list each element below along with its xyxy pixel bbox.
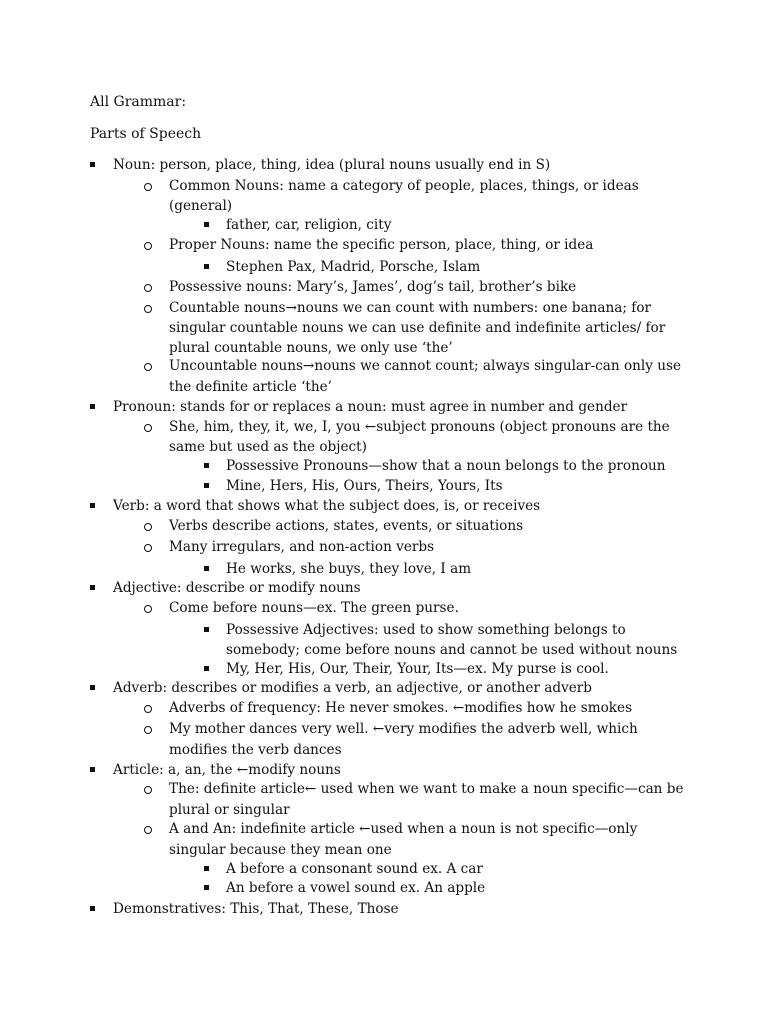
outline-line: Common Nouns: name a category of people, places, things, or ideas <box>169 178 639 194</box>
outline-line: Stephen Pax, Madrid, Porsche, Islam <box>226 259 481 275</box>
outline-line: plural countable nouns, we only use ‘the’ <box>169 340 453 356</box>
outline-line: Possessive Adjectives: used to show something belongs to <box>226 622 626 638</box>
outline-line: Verbs describe actions, states, events, or situations <box>169 518 524 534</box>
outline-line: Proper Nouns: name the specific person, place, thing, or idea <box>169 237 594 253</box>
outline-line: modifies the verb dances <box>169 742 342 758</box>
outline-line: Many irregulars, and non-action verbs <box>169 539 435 555</box>
outline-line: Noun: person, place, thing, idea (plural nouns usually end in S) <box>113 157 551 173</box>
outline-line: same but used as the object) <box>169 439 367 455</box>
outline-line: A and An: indefinite article ←used when a noun is not specific—only <box>169 821 638 837</box>
outline-line: Adverb: describes or modifies a verb, an adjective, or another adverb <box>113 680 592 696</box>
outline-line: Uncountable nouns→nouns we cannot count; always singular-can only use <box>169 358 682 374</box>
outline-line: An before a vowel sound ex. An apple <box>226 880 486 896</box>
outline-line: Verb: a word that shows what the subject does, is, or receives <box>113 498 541 514</box>
outline-line: Countable nouns→nouns we can count with numbers: one banana; for <box>169 300 652 316</box>
document-title: All Grammar: <box>90 94 187 110</box>
outline-line: He works, she buys, they love, I am <box>226 561 472 577</box>
section-heading: Parts of Speech <box>90 126 202 142</box>
outline-line: Adverbs of frequency: He never smokes. ←modifies how he smokes <box>169 700 633 716</box>
outline-line: Possessive Pronouns—show that a noun belongs to the pronoun <box>226 458 666 474</box>
outline-line: Demonstratives: This, That, These, Those <box>113 901 399 917</box>
outline-line: Pronoun: stands for or replaces a noun: must agree in number and gender <box>113 399 628 415</box>
outline-line: The: definite article← used when we want to make a noun specific—can be <box>169 781 684 797</box>
outline-line: father, car, religion, city <box>226 217 392 233</box>
outline-line: Come before nouns—ex. The green purse. <box>169 600 459 616</box>
outline-line: the definite article ‘the’ <box>169 379 332 395</box>
outline-line: singular countable nouns we can use definite and indefinite articles/ for <box>169 320 666 336</box>
outline-line: plural or singular <box>169 802 290 818</box>
outline-line: She, him, they, it, we, I, you ←subject pronouns (object pronouns are the <box>169 419 670 435</box>
outline-line: Article: a, an, the ←modify nouns <box>113 762 341 778</box>
outline-line: My, Her, His, Our, Their, Your, Its—ex. My purse is cool. <box>226 661 609 677</box>
outline-line: Possessive nouns: Mary’s, James’, dog’s tail, brother’s bike <box>169 279 577 295</box>
outline-line: A before a consonant sound ex. A car <box>226 861 483 877</box>
outline-line: somebody; come before nouns and cannot be used without nouns <box>226 642 678 658</box>
outline-line: Mine, Hers, His, Ours, Theirs, Yours, Its <box>226 478 503 494</box>
outline-line: My mother dances very well. ←very modifies the adverb well, which <box>169 721 638 737</box>
outline-line: Adjective: describe or modify nouns <box>113 580 361 596</box>
outline-line: singular because they mean one <box>169 842 392 858</box>
outline-line: (general) <box>169 198 233 214</box>
